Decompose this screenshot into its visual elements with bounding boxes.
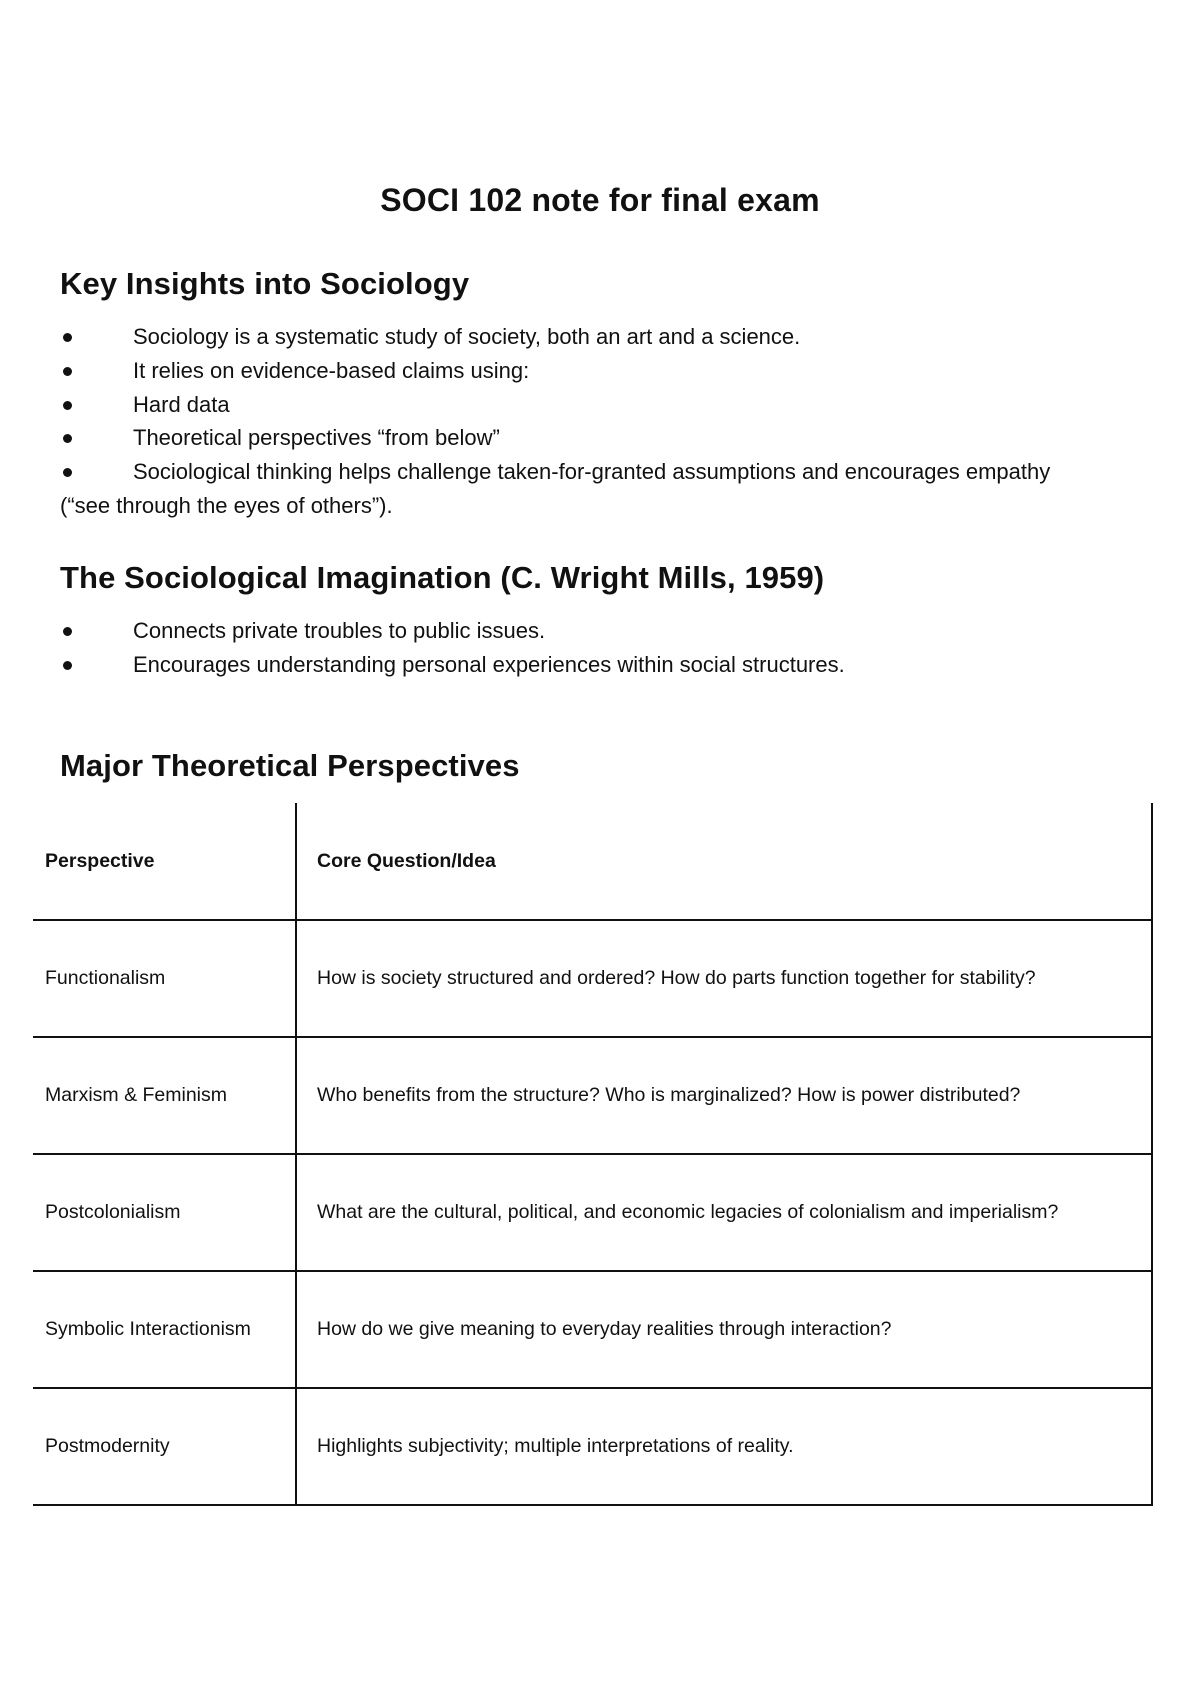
list-item — [60, 455, 1160, 523]
perspective-cell: Symbolic Interactionism — [33, 1271, 296, 1388]
list-item-text: It relies on evidence-based claims using: — [133, 357, 530, 383]
bullet-icon — [63, 468, 72, 477]
column-header-perspective: Perspective — [33, 803, 296, 920]
idea-cell: How is society structured and ordered? How do parts function together for stability? — [296, 920, 1152, 1037]
table-row — [33, 1037, 1152, 1154]
list-item-text: Sociology is a systematic study of society, both an art and a science. — [133, 324, 801, 349]
table-row — [33, 1271, 1152, 1388]
table-row — [33, 1388, 1152, 1505]
idea-cell: Highlights subjectivity; multiple interpretations of reality. — [296, 1388, 1152, 1505]
bullet-icon — [63, 367, 72, 376]
table-row — [33, 920, 1152, 1037]
heading-sociological-imagination: The Sociological Imagination (C. Wright Mills, 1959) — [60, 560, 825, 595]
list-item-text: Hard data — [133, 391, 230, 417]
perspectives-table — [33, 803, 1153, 1506]
idea-cell: Who benefits from the structure? Who is marginalized? How is power distributed? — [296, 1037, 1152, 1154]
column-header-core-idea: Core Question/Idea — [296, 803, 1152, 920]
bullet-icon — [63, 401, 72, 410]
table-row — [33, 1154, 1152, 1271]
perspective-cell: Postmodernity — [33, 1388, 296, 1505]
key-insights-list — [60, 320, 1160, 523]
document-title: SOCI 102 note for final exam — [380, 182, 820, 218]
table-header-row — [33, 803, 1152, 920]
perspective-cell: Postcolonialism — [33, 1154, 296, 1271]
bullet-icon — [63, 627, 72, 636]
perspective-cell: Marxism & Feminism — [33, 1037, 296, 1154]
list-item-text: Sociological thinking helps challenge taken-for-granted assumptions and encourages empathy — [133, 459, 1051, 485]
heading-key-insights: Key Insights into Sociology — [60, 266, 470, 301]
list-item — [60, 614, 1160, 648]
list-item-text: Theoretical perspectives “from below” — [133, 425, 500, 451]
bullet-icon — [63, 333, 72, 342]
heading-theoretical-perspectives: Major Theoretical Perspectives — [60, 748, 520, 783]
list-item — [60, 354, 1160, 388]
list-item-text: Encourages understanding personal experiences within social structures. — [133, 651, 845, 677]
idea-cell: How do we give meaning to everyday realities through interaction? — [296, 1271, 1152, 1388]
idea-cell: What are the cultural, political, and economic legacies of colonialism and imperialism? — [296, 1154, 1152, 1271]
list-item — [60, 388, 1160, 422]
bullet-icon — [63, 434, 72, 443]
list-item — [60, 320, 1160, 354]
list-item-text-continued: (“see through the eyes of others”). — [60, 492, 393, 518]
bullet-icon — [63, 661, 72, 670]
list-item — [60, 421, 1160, 455]
list-item — [60, 648, 1160, 682]
imagination-list — [60, 614, 1160, 682]
perspective-cell: Functionalism — [33, 920, 296, 1037]
list-item-text: Connects private troubles to public issues. — [133, 618, 546, 643]
